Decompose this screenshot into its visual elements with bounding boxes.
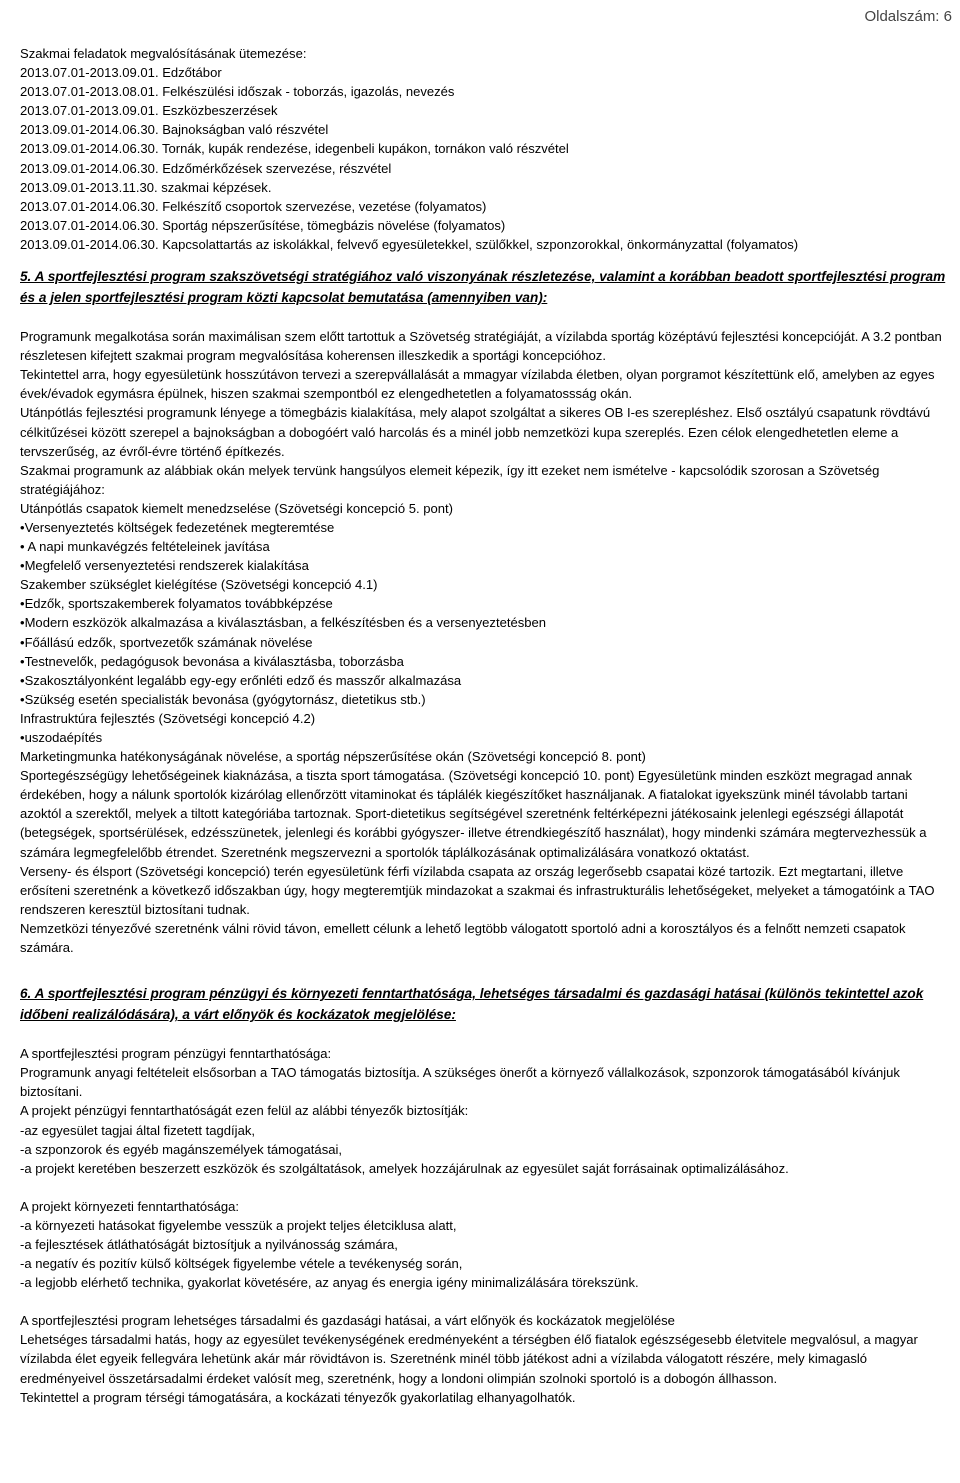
bullet-item: •Versenyeztetés költségek fedezetének megteremtése bbox=[20, 519, 335, 535]
bullet-item: •Modern eszközök alkalmazása a kiválasztásban, a felkészítésben és a versenyeztetésben bbox=[20, 615, 546, 631]
bullet-item: •Megfelelő versenyeztetési rendszerek kialakítása bbox=[20, 558, 309, 574]
bullet-item: •Főállású edzők, sportvezetők számának növelése bbox=[20, 634, 313, 650]
bullet-item: •Testnevelők, pedagógusok bevonása a kiválasztásba, toborzásba bbox=[20, 653, 404, 669]
paragraph: Programunk anyagi feltételeit elsősorban a TAO támogatás biztosítja. A szükséges önerőt a környező vállalkozások, szponzorok támogatásából kívánjuk biztosítani. bbox=[20, 1065, 900, 1100]
paragraph: Nemzetközi tényezővé szeretnénk válni rövid távon, emellett célunk a lehető legtöbb válogatott sportoló adni a korosztályos és a felnőtt nemzeti csapatok számára. bbox=[20, 920, 906, 956]
schedule-item: 2013.09.01-2014.06.30. Bajnokságban való részvétel bbox=[20, 122, 329, 138]
section-6-heading: 6. A sportfejlesztési program pénzügyi és környezeti fenntarthatósága, lehetséges társadalmi és gazdasági hatásai (különös tekintettel azok időbeni realizálódására), a várt előnyök és kockázatok megjelölése: bbox=[20, 986, 924, 1023]
subheading: Infrastruktúra fejlesztés (Szövetségi koncepció 4.2) bbox=[20, 710, 316, 726]
paragraph: Verseny- és élsport (Szövetségi koncepció) terén egyesületünk férfi vízilabda csapata az ország legerősebb csapatai közé tartozik. Ezt megtartani, illetve erősíteni szeretnénk a következő időszakban úgy, hogy megteremtjük mindazokat a szakmai és infrastrukturális lehetőségeket, melyeket a támogatóink a TAO rendszeren keresztül biztosítani tudnak. bbox=[20, 863, 935, 917]
schedule-item: 2013.09.01-2014.06.30. Kapcsolattartás az iskolákkal, felvevő egyesületekkel, szülőkkel, szponzorokkal, önkormányzattal (folyamatos) bbox=[20, 236, 799, 252]
list-item: -a negatív és pozitív külső költségek figyelembe vétele a tevékenység során, bbox=[20, 1256, 463, 1272]
social-economic-impact bbox=[20, 1311, 946, 1406]
paragraph: Tekintettel a program térségi támogatására, a kockázati tényezők gyakorlatilag elhanyagolhatók. bbox=[20, 1389, 576, 1405]
bullet-item: • A napi munkavégzés feltételeinek javítása bbox=[20, 539, 270, 555]
section-5 bbox=[20, 266, 946, 957]
section-5-heading: 5. A sportfejlesztési program szakszövetségi stratégiához való viszonyának részletezése, valamint a korábban beadott sportfejlesztési program és a jelen sportfejlesztési program közti kapcsolat bemutatása (amennyiben van): bbox=[20, 269, 946, 306]
bullet-item: •uszodaépítés bbox=[20, 730, 103, 745]
list-item: -a fejlesztések átláthatóságát biztosítjuk a nyilvánosság számára, bbox=[20, 1236, 398, 1252]
list-item: -az egyesület tagjai által fizetett tagdíjak, bbox=[20, 1122, 255, 1138]
schedule-item: 2013.09.01-2014.06.30. Tornák, kupák rendezése, idegenbeli kupákon, tornákon való részvétel bbox=[20, 141, 569, 157]
paragraph: Marketingmunka hatékonyságának növelése, a sportág népszerűsítése okán (Szövetségi koncepció 8. pont) bbox=[20, 749, 646, 765]
section-6 bbox=[20, 983, 946, 1407]
financial-sustainability bbox=[20, 1044, 946, 1178]
schedule-item: 2013.07.01-2014.06.30. Felkészítő csoportok szervezése, vezetése (folyamatos) bbox=[20, 198, 487, 214]
subheading: Utánpótlás csapatok kiemelt menedzselése (Szövetségi koncepció 5. pont) bbox=[20, 500, 453, 516]
list-item: -a szponzorok és egyéb magánszemélyek támogatásai, bbox=[20, 1141, 342, 1157]
list-item: -a környezeti hatásokat figyelembe vesszük a projekt teljes életciklusa alatt, bbox=[20, 1217, 457, 1233]
schedule-item: 2013.07.01-2013.09.01. Edzőtábor bbox=[20, 65, 222, 81]
paragraph: Lehetséges társadalmi hatás, hogy az egyesület tevékenységének eredményeként a térségben élő fiatalok egészségesebb életvitele megvalósul, a magyar vízilabda élet egyeik fellegvára lehetünk akár már rövidtávon is. Szeretnénk minél több játékost adni a vízilabda válogatott részére, mely kimagasló eredményeivel összetársadalmi érdeket valósít meg, szeretnénk, hogy a londoni olimpián szolnoki sportoló is a dobogón állhasson. bbox=[20, 1332, 918, 1386]
block-title: A sportfejlesztési program pénzügyi fenntarthatósága: bbox=[20, 1046, 332, 1062]
paragraph: Utánpótlás fejlesztési programunk lényege a tömegbázis kialakítása, mely alapot szolgáltat a sikeres OB I-es szerepléshez. Első osztályú csapatunk rövdtávú célkitűzései között szerepel a bajnokságban a dobogóért való harcolás és a minél jobb nemzetközi kupa szereplés. Ezen célok elengedhetetlen eleme a tervszerűség, az évről-évre történő építkezés. bbox=[20, 405, 931, 459]
list-item: -a legjobb elérhető technika, gyakorlat követésére, az anyag és energia igény minimalizálására törekszünk. bbox=[20, 1275, 639, 1291]
schedule-item: 2013.09.01-2013.11.30. szakmai képzések. bbox=[20, 179, 272, 195]
paragraph: Programunk megalkotása során maximálisan szem előtt tartottuk a Szövetség stratégiáját, a vízilabda sportág középtávú fejlesztési koncepcióját. A 3.2 pontban részletesen kifejtett szakmai program megvalósítása koherensen illeszkedik a sportági koncepcióhoz. bbox=[20, 329, 942, 364]
block-title: A sportfejlesztési program lehetséges társadalmi és gazdasági hatásai, a várt előnyök és kockázatok megjelölése bbox=[20, 1313, 675, 1329]
schedule-item: 2013.07.01-2013.08.01. Felkészülési időszak - toborzás, igazolás, nevezés bbox=[20, 84, 455, 100]
paragraph: Tekintettel arra, hogy egyesületünk hosszútávon tervezi a szerepvállalását a mmagyar vízilabda életben, olyan porgramot készítettünk elő, amelyben az egyes évek/évadok egymásra épülnek, hiszen szakmai szempontból ez elengedhetetlen a folyamatossság okán. bbox=[20, 367, 935, 402]
paragraph: Sportegészségügy lehetőségeinek kiaknázása, a tiszta sport támogatása. (Szövetségi koncepció 10. pont) Egyesületünk minden eszközt megragad annak érdekében, hogy a nálunk sportolók kizárólag ellenőrzött vitaminokat és táplálék kiegészítőket használjanak. A fiatalokat igyekszünk minél távolabb tartani azoktól a szerektől, melyek a tiltott kategóriába tartoznak. Sport-dietetikus segítségével szeretnénk feltérképezni játékosaink jelenlegi egészségi állapotát (betegségek, sportsérülések, edzésszünetek, jelenlegi és korábbi gyógyszer- illetve étrendkiegészítő használat), hogy mindenki számára megtervezhessük a számára legmegfelelőbb étrendet. Szeretnénk megszervezni a sportolók táplálkozásának optimalizálására vonatkozó oktatást. bbox=[20, 768, 927, 860]
schedule-item: 2013.07.01-2013.09.01. Eszközbeszerzések bbox=[20, 103, 278, 119]
schedule-item: 2013.09.01-2014.06.30. Edzőmérkőzések szervezése, részvétel bbox=[20, 160, 392, 176]
paragraph: Szakmai programunk az alábbiak okán melyek tervünk hangsúlyos elemeit képezik, így itt ezeket nem ismételve - kapcsolódik szorosan a Szövetség stratégiájához: bbox=[20, 462, 880, 497]
list-item: -a projekt keretében beszerzett eszközök és szolgáltatások, amelyek hozzájárulnak az egyesület saját forrásainak optimalizálásához. bbox=[20, 1160, 789, 1176]
bullet-item: •Szükség esetén specialisták bevonása (gyógytornász, dietetikus stb.) bbox=[20, 691, 426, 707]
environmental-sustainability bbox=[20, 1197, 946, 1292]
block-title: A projekt környezeti fenntarthatósága: bbox=[20, 1198, 240, 1214]
bullet-item: •Szakosztályonként legalább egy-egy erőnléti edző és masszőr alkalmazása bbox=[20, 672, 462, 688]
schedule-section bbox=[20, 44, 946, 254]
page-number: Oldalszám: 6 bbox=[864, 8, 952, 25]
subheading: Szakember szükséglet kielégítése (Szövetségi koncepció 4.1) bbox=[20, 577, 378, 593]
schedule-item: 2013.07.01-2014.06.30. Sportág népszerűsítése, tömegbázis növelése (folyamatos) bbox=[20, 217, 506, 233]
paragraph: A projekt pénzügyi fenntarthatóságát ezen felül az alábbi tényezők biztosítják: bbox=[20, 1103, 469, 1119]
document-body bbox=[20, 44, 946, 1407]
bullet-item: •Edzők, sportszakemberek folyamatos továbbképzése bbox=[20, 596, 333, 612]
schedule-title: Szakmai feladatok megvalósításának ütemezése: bbox=[20, 46, 307, 61]
